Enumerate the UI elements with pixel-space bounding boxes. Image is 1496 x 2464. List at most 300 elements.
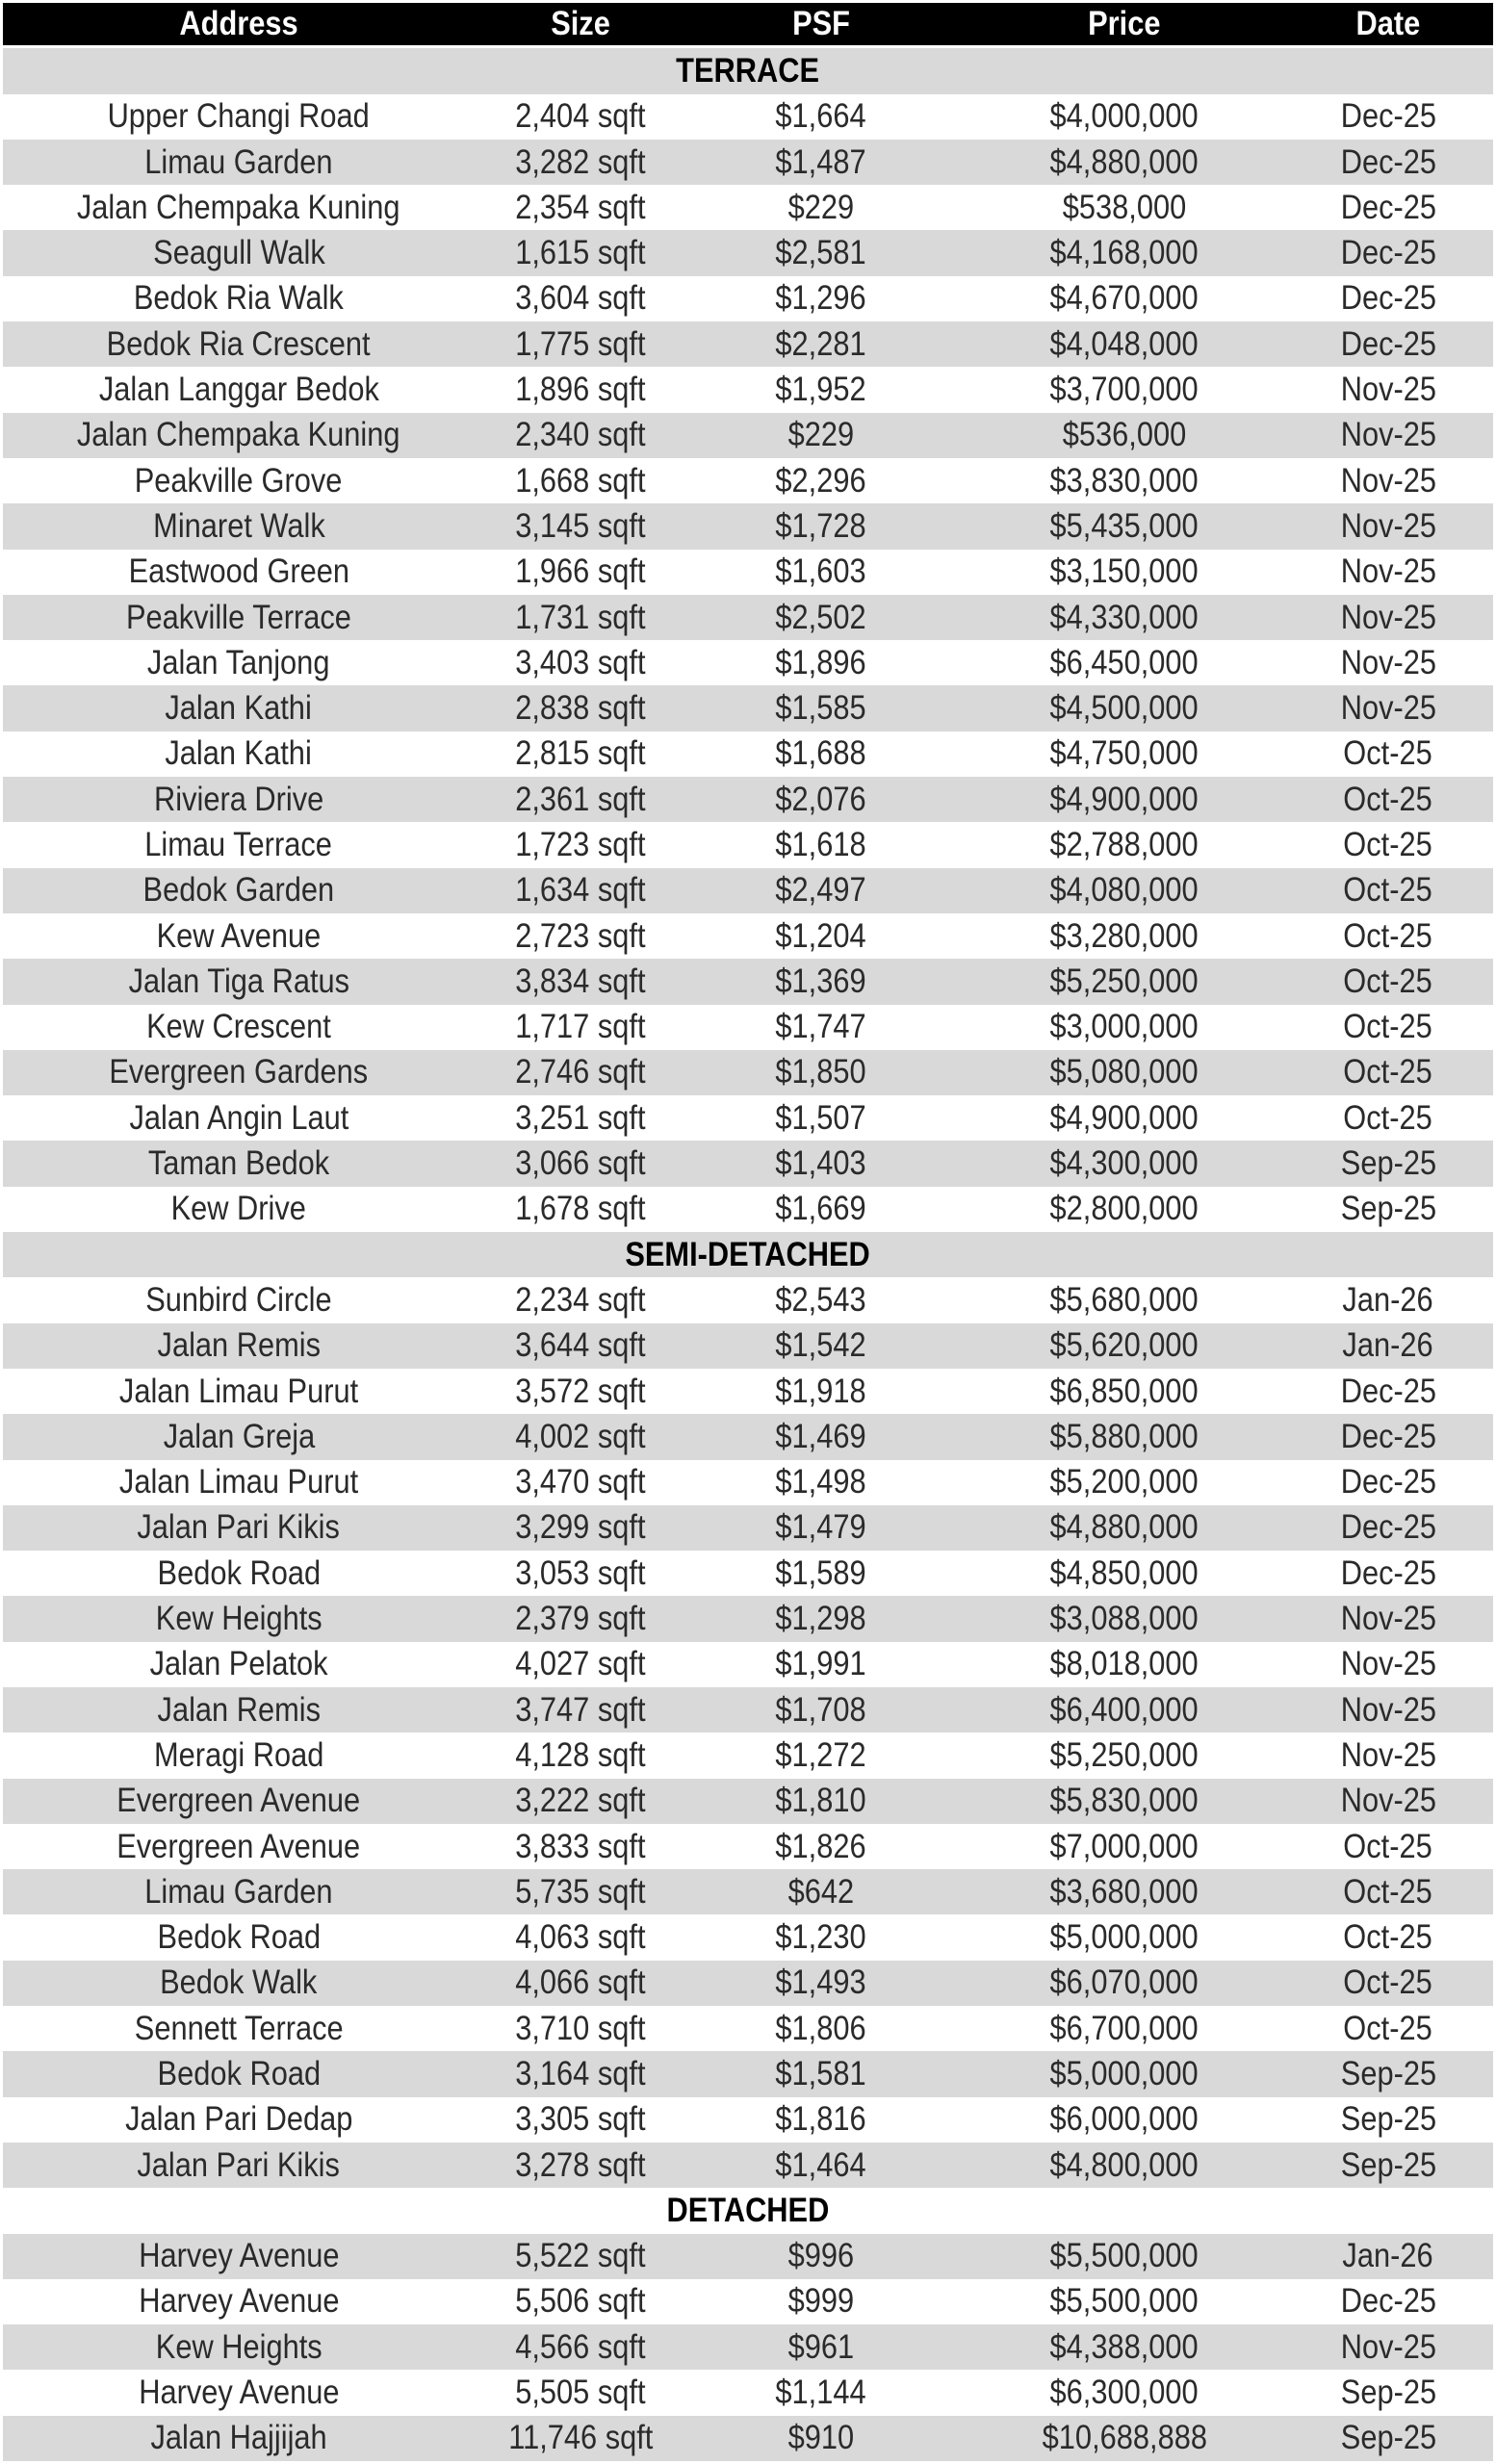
cell-address bbox=[3, 1687, 475, 1732]
cell-psf bbox=[715, 1824, 927, 1869]
psf-value: $1,585 bbox=[775, 689, 867, 728]
table-row bbox=[3, 2097, 1493, 2143]
date-value: Nov-25 bbox=[1340, 1600, 1436, 1638]
date-value: Oct-25 bbox=[1343, 1918, 1433, 1957]
cell-address bbox=[3, 185, 475, 230]
price-value: $4,330,000 bbox=[1049, 598, 1199, 636]
psf-value: $1,230 bbox=[775, 1918, 867, 1957]
cell-price bbox=[966, 2324, 1283, 2370]
address-value: Upper Changi Road bbox=[107, 97, 371, 136]
cell-address bbox=[3, 458, 475, 503]
cell-psf bbox=[715, 503, 927, 549]
table-row bbox=[3, 1824, 1493, 1869]
price-value: $3,830,000 bbox=[1049, 461, 1199, 500]
cell-size bbox=[475, 1187, 686, 1232]
address-value: Riviera Drive bbox=[153, 780, 324, 818]
cell-price bbox=[966, 503, 1283, 549]
cell-price bbox=[966, 1551, 1283, 1596]
address-value: Limau Terrace bbox=[144, 825, 333, 863]
size-value: 3,747 sqft bbox=[515, 1690, 646, 1729]
cell-address bbox=[3, 1005, 475, 1050]
psf-value: $1,272 bbox=[775, 1735, 867, 1774]
cell-address bbox=[3, 1779, 475, 1824]
psf-value: $229 bbox=[787, 416, 855, 454]
address-value: Jalan Pelatok bbox=[149, 1645, 328, 1683]
cell-psf bbox=[715, 276, 927, 321]
table-row bbox=[3, 732, 1493, 777]
cell-date bbox=[1283, 595, 1493, 640]
price-value: $538,000 bbox=[1062, 188, 1187, 226]
cell-psf bbox=[715, 1095, 927, 1141]
table-row bbox=[3, 2279, 1493, 2324]
date-value: Sep-25 bbox=[1340, 2374, 1436, 2412]
cell-date bbox=[1283, 868, 1493, 913]
psf-value: $1,688 bbox=[775, 734, 867, 773]
cell-price bbox=[966, 2370, 1283, 2415]
date-value: Nov-25 bbox=[1340, 2327, 1436, 2366]
cell-date bbox=[1283, 1460, 1493, 1505]
cell-address bbox=[3, 959, 475, 1004]
cell-address bbox=[3, 777, 475, 822]
cell-psf bbox=[715, 1779, 927, 1824]
cell-psf bbox=[715, 2051, 927, 2096]
cell-address bbox=[3, 230, 475, 275]
address-value: Jalan Tanjong bbox=[147, 643, 330, 681]
size-value: 1,615 sqft bbox=[515, 234, 646, 272]
table-row bbox=[3, 1050, 1493, 1095]
date-value: Nov-25 bbox=[1340, 643, 1436, 681]
date-value: Dec-25 bbox=[1340, 1417, 1436, 1455]
cell-address bbox=[3, 1323, 475, 1369]
price-value: $7,000,000 bbox=[1049, 1827, 1199, 1865]
cell-date bbox=[1283, 1005, 1493, 1050]
table-row bbox=[3, 1414, 1493, 1459]
cell-address bbox=[3, 2006, 475, 2051]
size-value: 3,222 sqft bbox=[515, 1782, 646, 1820]
price-value: $4,800,000 bbox=[1049, 2145, 1199, 2184]
cell-psf bbox=[715, 1642, 927, 1687]
price-value: $6,700,000 bbox=[1049, 2009, 1199, 2047]
psf-value: $1,952 bbox=[775, 371, 867, 409]
address-value: Jalan Pari Dedap bbox=[124, 2100, 353, 2139]
cell-date bbox=[1283, 1961, 1493, 2006]
section-title bbox=[3, 2188, 1493, 2233]
date-value: Dec-25 bbox=[1340, 324, 1436, 363]
psf-value: $1,464 bbox=[775, 2145, 867, 2184]
table-row bbox=[3, 2051, 1493, 2096]
psf-value: $229 bbox=[787, 188, 855, 226]
size-value: 3,282 sqft bbox=[515, 142, 646, 181]
psf-value: $1,664 bbox=[775, 97, 867, 136]
cell-price bbox=[966, 1642, 1283, 1687]
size-value: 3,572 sqft bbox=[515, 1372, 646, 1410]
section-title-label: SEMI-DETACHED bbox=[625, 1235, 871, 1273]
cell-psf bbox=[715, 1141, 927, 1186]
table-row bbox=[3, 367, 1493, 412]
price-value: $2,800,000 bbox=[1049, 1190, 1199, 1228]
column-header-label: Address bbox=[179, 5, 298, 42]
cell-price bbox=[966, 1914, 1283, 1960]
cell-size bbox=[475, 94, 686, 140]
cell-psf bbox=[715, 640, 927, 685]
cell-address bbox=[3, 276, 475, 321]
address-value: Kew Crescent bbox=[146, 1008, 331, 1046]
section-header-row bbox=[3, 1232, 1493, 1277]
cell-date bbox=[1283, 1779, 1493, 1824]
cell-address bbox=[3, 1642, 475, 1687]
cell-size bbox=[475, 1414, 686, 1459]
address-value: Meragi Road bbox=[153, 1735, 324, 1774]
cell-date bbox=[1283, 413, 1493, 458]
cell-price bbox=[966, 140, 1283, 185]
cell-psf bbox=[715, 2234, 927, 2279]
cell-price bbox=[966, 1732, 1283, 1778]
price-value: $4,168,000 bbox=[1049, 234, 1199, 272]
price-value: $4,900,000 bbox=[1049, 780, 1199, 818]
table-row bbox=[3, 959, 1493, 1004]
size-value: 3,164 sqft bbox=[515, 2055, 646, 2092]
price-value: $6,000,000 bbox=[1049, 2100, 1199, 2139]
cell-psf bbox=[715, 230, 927, 275]
date-value: Oct-25 bbox=[1343, 734, 1433, 773]
cell-price bbox=[966, 913, 1283, 959]
cell-date bbox=[1283, 1095, 1493, 1141]
size-value: 4,066 sqft bbox=[515, 1964, 646, 2002]
cell-price bbox=[966, 1050, 1283, 1095]
table-header-row bbox=[3, 3, 1493, 45]
cell-address bbox=[3, 1095, 475, 1141]
cell-size bbox=[475, 1369, 686, 1414]
date-value: Sep-25 bbox=[1340, 1144, 1436, 1183]
cell-address bbox=[3, 595, 475, 640]
cell-address bbox=[3, 640, 475, 685]
cell-date bbox=[1283, 2006, 1493, 2051]
price-value: $3,680,000 bbox=[1049, 1872, 1199, 1911]
cell-address bbox=[3, 503, 475, 549]
cell-address bbox=[3, 2279, 475, 2324]
cell-date bbox=[1283, 777, 1493, 822]
table-row bbox=[3, 550, 1493, 595]
date-value: Nov-25 bbox=[1340, 1645, 1436, 1683]
table-row bbox=[3, 822, 1493, 867]
cell-psf bbox=[715, 321, 927, 367]
table-row bbox=[3, 458, 1493, 503]
cell-psf bbox=[715, 1914, 927, 1960]
cell-size bbox=[475, 1869, 686, 1914]
price-value: $4,900,000 bbox=[1049, 1098, 1199, 1137]
price-value: $5,000,000 bbox=[1049, 2055, 1199, 2092]
size-value: 4,027 sqft bbox=[515, 1645, 646, 1683]
cell-address bbox=[3, 2416, 475, 2461]
cell-price bbox=[966, 959, 1283, 1004]
cell-psf bbox=[715, 140, 927, 185]
section-title bbox=[3, 48, 1493, 93]
cell-size bbox=[475, 2324, 686, 2370]
column-header-date bbox=[1283, 3, 1493, 45]
table-row bbox=[3, 1369, 1493, 1414]
cell-price bbox=[966, 1596, 1283, 1641]
price-value: $8,018,000 bbox=[1049, 1645, 1199, 1683]
size-value: 5,506 sqft bbox=[515, 2282, 646, 2321]
column-header-address bbox=[3, 3, 475, 45]
cell-price bbox=[966, 640, 1283, 685]
cell-address bbox=[3, 2143, 475, 2188]
psf-value: $1,507 bbox=[775, 1098, 867, 1137]
cell-psf bbox=[715, 1369, 927, 1414]
cell-psf bbox=[715, 868, 927, 913]
cell-address bbox=[3, 1187, 475, 1232]
cell-size bbox=[475, 2234, 686, 2279]
psf-value: $961 bbox=[787, 2327, 855, 2366]
cell-size bbox=[475, 1961, 686, 2006]
cell-psf bbox=[715, 913, 927, 959]
price-value: $4,388,000 bbox=[1049, 2327, 1199, 2366]
cell-price bbox=[966, 276, 1283, 321]
date-value: Sep-25 bbox=[1340, 2100, 1436, 2139]
cell-address bbox=[3, 1869, 475, 1914]
table-row bbox=[3, 2234, 1493, 2279]
cell-psf bbox=[715, 1961, 927, 2006]
address-value: Kew Heights bbox=[155, 2327, 322, 2366]
section-header-row bbox=[3, 48, 1493, 93]
table-row bbox=[3, 595, 1493, 640]
table-row bbox=[3, 913, 1493, 959]
address-value: Jalan Kathi bbox=[165, 689, 313, 728]
cell-size bbox=[475, 367, 686, 412]
table-row bbox=[3, 1141, 1493, 1186]
cell-date bbox=[1283, 1187, 1493, 1232]
cell-size bbox=[475, 503, 686, 549]
date-value: Oct-25 bbox=[1343, 825, 1433, 863]
date-value: Nov-25 bbox=[1340, 598, 1436, 636]
cell-address bbox=[3, 913, 475, 959]
size-value: 1,723 sqft bbox=[515, 825, 646, 863]
size-value: 1,717 sqft bbox=[515, 1008, 646, 1046]
cell-date bbox=[1283, 367, 1493, 412]
psf-value: $1,498 bbox=[775, 1463, 867, 1502]
column-header-psf bbox=[715, 3, 927, 45]
address-value: Limau Garden bbox=[144, 1872, 333, 1911]
psf-value: $2,296 bbox=[775, 461, 867, 500]
cell-size bbox=[475, 822, 686, 867]
cell-price bbox=[966, 1005, 1283, 1050]
cell-price bbox=[966, 1869, 1283, 1914]
address-value: Jalan Kathi bbox=[165, 734, 313, 773]
cell-date bbox=[1283, 1050, 1493, 1095]
psf-value: $1,618 bbox=[775, 825, 867, 863]
psf-value: $2,497 bbox=[775, 871, 867, 910]
cell-date bbox=[1283, 185, 1493, 230]
cell-size bbox=[475, 777, 686, 822]
table-row bbox=[3, 1961, 1493, 2006]
address-value: Jalan Limau Purut bbox=[118, 1372, 359, 1410]
cell-price bbox=[966, 777, 1283, 822]
cell-psf bbox=[715, 732, 927, 777]
cell-size bbox=[475, 1460, 686, 1505]
table-row bbox=[3, 1687, 1493, 1732]
cell-psf bbox=[715, 1005, 927, 1050]
cell-psf bbox=[715, 413, 927, 458]
address-value: Jalan Chempaka Kuning bbox=[77, 416, 400, 454]
cell-address bbox=[3, 732, 475, 777]
table-row bbox=[3, 413, 1493, 458]
cell-size bbox=[475, 140, 686, 185]
date-value: Dec-25 bbox=[1340, 1553, 1436, 1592]
date-value: Nov-25 bbox=[1340, 1690, 1436, 1729]
price-value: $3,280,000 bbox=[1049, 916, 1199, 955]
price-value: $4,880,000 bbox=[1049, 142, 1199, 181]
cell-price bbox=[966, 1961, 1283, 2006]
address-value: Jalan Limau Purut bbox=[118, 1463, 359, 1502]
psf-value: $2,502 bbox=[775, 598, 867, 636]
cell-date bbox=[1283, 1732, 1493, 1778]
price-value: $5,500,000 bbox=[1049, 2282, 1199, 2321]
table-row bbox=[3, 1732, 1493, 1778]
date-value: Dec-25 bbox=[1340, 142, 1436, 181]
cell-psf bbox=[715, 1460, 927, 1505]
cell-psf bbox=[715, 1323, 927, 1369]
psf-value: $1,581 bbox=[775, 2055, 867, 2092]
cell-date bbox=[1283, 1414, 1493, 1459]
address-value: Jalan Hajjijah bbox=[150, 2419, 327, 2457]
cell-date bbox=[1283, 1141, 1493, 1186]
column-header-price bbox=[966, 3, 1283, 45]
cell-psf bbox=[715, 2370, 927, 2415]
cell-psf bbox=[715, 1050, 927, 1095]
size-value: 3,305 sqft bbox=[515, 2100, 646, 2139]
price-value: $5,680,000 bbox=[1049, 1280, 1199, 1319]
cell-price bbox=[966, 595, 1283, 640]
cell-date bbox=[1283, 732, 1493, 777]
cell-date bbox=[1283, 1596, 1493, 1641]
cell-date bbox=[1283, 1642, 1493, 1687]
size-value: 1,678 sqft bbox=[515, 1190, 646, 1228]
cell-price bbox=[966, 230, 1283, 275]
cell-date bbox=[1283, 94, 1493, 140]
size-value: 3,251 sqft bbox=[515, 1098, 646, 1137]
psf-value: $1,469 bbox=[775, 1417, 867, 1455]
psf-value: $1,298 bbox=[775, 1600, 867, 1638]
cell-date bbox=[1283, 1869, 1493, 1914]
date-value: Oct-25 bbox=[1343, 2009, 1433, 2047]
cell-psf bbox=[715, 2143, 927, 2188]
table-row bbox=[3, 1551, 1493, 1596]
column-header-label: Size bbox=[551, 5, 610, 42]
cell-size bbox=[475, 2143, 686, 2188]
cell-size bbox=[475, 1505, 686, 1551]
cell-price bbox=[966, 1277, 1283, 1322]
cell-size bbox=[475, 595, 686, 640]
size-value: 3,066 sqft bbox=[515, 1144, 646, 1183]
size-value: 4,566 sqft bbox=[515, 2327, 646, 2366]
cell-price bbox=[966, 2051, 1283, 2096]
date-value: Dec-25 bbox=[1340, 97, 1436, 136]
address-value: Jalan Langgar Bedok bbox=[98, 371, 379, 409]
price-value: $5,000,000 bbox=[1049, 1918, 1199, 1957]
psf-value: $2,076 bbox=[775, 780, 867, 818]
address-value: Minaret Walk bbox=[152, 506, 325, 545]
cell-date bbox=[1283, 1914, 1493, 1960]
table-row bbox=[3, 685, 1493, 731]
date-value: Sep-25 bbox=[1340, 2419, 1436, 2457]
size-value: 1,634 sqft bbox=[515, 871, 646, 910]
psf-value: $1,204 bbox=[775, 916, 867, 955]
table-row bbox=[3, 140, 1493, 185]
size-value: 2,354 sqft bbox=[515, 188, 646, 226]
cell-price bbox=[966, 94, 1283, 140]
date-value: Nov-25 bbox=[1340, 506, 1436, 545]
size-value: 1,775 sqft bbox=[515, 324, 646, 363]
date-value: Nov-25 bbox=[1340, 461, 1436, 500]
psf-value: $1,810 bbox=[775, 1782, 867, 1820]
size-value: 3,833 sqft bbox=[515, 1827, 646, 1865]
cell-address bbox=[3, 822, 475, 867]
cell-size bbox=[475, 230, 686, 275]
psf-value: $1,493 bbox=[775, 1964, 867, 2002]
section-header-row bbox=[3, 2188, 1493, 2233]
psf-value: $1,144 bbox=[775, 2374, 867, 2412]
cell-price bbox=[966, 822, 1283, 867]
date-value: Nov-25 bbox=[1340, 1735, 1436, 1774]
price-value: $5,250,000 bbox=[1049, 962, 1199, 1000]
cell-price bbox=[966, 413, 1283, 458]
cell-size bbox=[475, 868, 686, 913]
cell-address bbox=[3, 1414, 475, 1459]
size-value: 3,710 sqft bbox=[515, 2009, 646, 2047]
price-value: $3,700,000 bbox=[1049, 371, 1199, 409]
cell-date bbox=[1283, 458, 1493, 503]
table-row bbox=[3, 640, 1493, 685]
date-value: Dec-25 bbox=[1340, 1463, 1436, 1502]
cell-address bbox=[3, 2051, 475, 2096]
address-value: Evergreen Gardens bbox=[109, 1053, 369, 1091]
size-value: 3,403 sqft bbox=[515, 643, 646, 681]
address-value: Eastwood Green bbox=[128, 552, 349, 591]
cell-price bbox=[966, 185, 1283, 230]
cell-psf bbox=[715, 1414, 927, 1459]
cell-date bbox=[1283, 1323, 1493, 1369]
table-row bbox=[3, 2006, 1493, 2051]
table-row bbox=[3, 1005, 1493, 1050]
cell-address bbox=[3, 1277, 475, 1322]
cell-date bbox=[1283, 640, 1493, 685]
address-value: Evergreen Avenue bbox=[116, 1827, 361, 1865]
cell-price bbox=[966, 685, 1283, 731]
cell-psf bbox=[715, 1505, 927, 1551]
price-value: $5,880,000 bbox=[1049, 1417, 1199, 1455]
date-value: Nov-25 bbox=[1340, 1782, 1436, 1820]
date-value: Jan-26 bbox=[1342, 1326, 1434, 1365]
date-value: Oct-25 bbox=[1343, 1827, 1433, 1865]
cell-price bbox=[966, 2143, 1283, 2188]
size-value: 3,278 sqft bbox=[515, 2145, 646, 2184]
cell-price bbox=[966, 1414, 1283, 1459]
cell-psf bbox=[715, 550, 927, 595]
date-value: Sep-25 bbox=[1340, 2055, 1436, 2092]
date-value: Oct-25 bbox=[1343, 962, 1433, 1000]
price-value: $6,070,000 bbox=[1049, 1964, 1199, 2002]
size-value: 3,644 sqft bbox=[515, 1326, 646, 1365]
cell-price bbox=[966, 1141, 1283, 1186]
cell-address bbox=[3, 1551, 475, 1596]
size-value: 4,002 sqft bbox=[515, 1417, 646, 1455]
psf-value: $1,896 bbox=[775, 643, 867, 681]
address-value: Jalan Greja bbox=[163, 1417, 315, 1455]
cell-size bbox=[475, 1779, 686, 1824]
address-value: Evergreen Avenue bbox=[116, 1782, 361, 1820]
cell-psf bbox=[715, 822, 927, 867]
size-value: 2,234 sqft bbox=[515, 1280, 646, 1319]
